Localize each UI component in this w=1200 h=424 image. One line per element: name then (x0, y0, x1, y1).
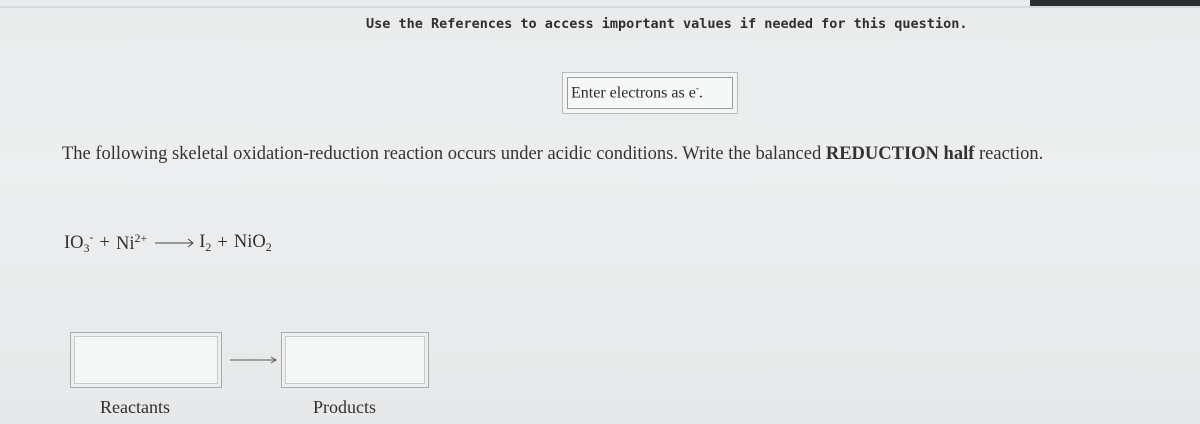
product-nickel-oxide (234, 232, 272, 255)
question-text-before: The following skeletal oxidation-reduction reaction occurs under acidic conditions. Write the balanced (62, 144, 826, 164)
reactants-answer-box (70, 332, 222, 388)
equation-plus-2: + (217, 232, 228, 253)
product-nickel-oxide-subscript: 2 (265, 239, 272, 254)
product-iodine (199, 232, 211, 255)
electron-hint-suffix: . (698, 84, 703, 102)
product-iodine-subscript: 2 (205, 239, 212, 254)
reactants-input[interactable] (74, 336, 218, 384)
right-arrow-icon (155, 237, 195, 249)
right-arrow-icon (222, 336, 281, 376)
question-emphasis: REDUCTION half (825, 144, 975, 164)
reactant-iodate (64, 230, 94, 256)
question-text-after: reaction. (974, 144, 1044, 164)
hint-box (562, 72, 738, 114)
reactants-label: Reactants (100, 397, 170, 417)
products-input[interactable] (285, 336, 425, 384)
reactant-nickel-base: Ni (115, 234, 135, 254)
products-label: Products (313, 397, 376, 417)
reactant-iodate-subscript: 3 (83, 241, 90, 255)
references-note: Use the References to access important values if needed for this question. (366, 16, 968, 32)
electron-hint (567, 77, 733, 109)
reactant-iodate-base: IO (64, 233, 84, 253)
electron-hint-text: Enter electrons as e (571, 84, 696, 102)
reactant-iodate-charge: - (89, 230, 94, 244)
products-answer-box (281, 332, 429, 388)
top-bar (0, 0, 1200, 8)
top-divider (0, 6, 1200, 8)
electron-hint-superscript: - (695, 83, 699, 93)
product-nickel-oxide-base: NiO (233, 231, 266, 252)
equation-plus: + (99, 232, 110, 253)
question-text (62, 142, 1192, 166)
reactant-nickel-ion (116, 231, 147, 255)
skeletal-equation (64, 230, 272, 256)
reactant-nickel-charge: 2+ (134, 231, 148, 245)
product-iodine-base: I (199, 231, 206, 252)
